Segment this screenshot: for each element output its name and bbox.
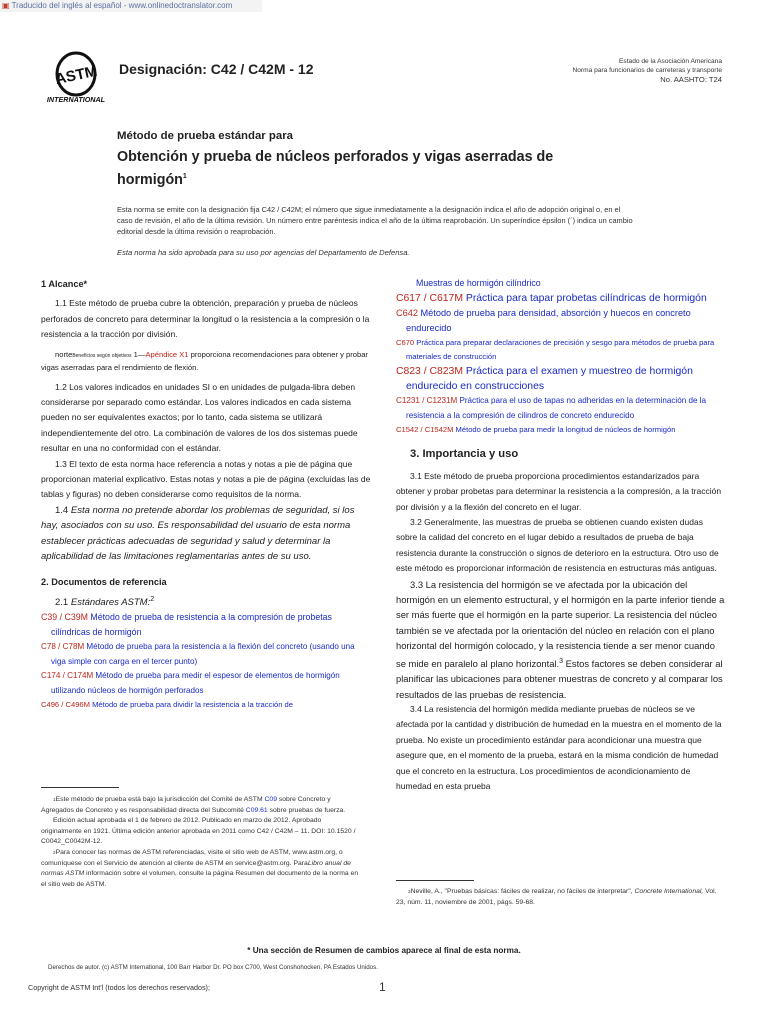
reference-code[interactable]: C78 / C78M xyxy=(41,642,85,652)
page-title xyxy=(117,148,637,190)
reference-code[interactable]: C642 xyxy=(396,308,418,318)
approval-notice: Esta norma ha sido aprobada para su uso por agencias del Departamento de Defensa. xyxy=(117,248,410,257)
reference-c670[interactable] xyxy=(396,336,726,364)
subcommittee-c09-61-link[interactable]: C09.61 xyxy=(245,806,268,814)
svg-text:ASTM: ASTM xyxy=(53,62,99,89)
reference-title[interactable]: Muestras de hormigón cilíndrico xyxy=(416,278,541,288)
footnote-3-text-b: Vol. 23, núm. 11, noviembre de 2001, págs. 59-68. xyxy=(396,888,717,906)
footnote-1-text-a: Este método de prueba está bajo la jurisdicción del Comité de ASTM xyxy=(55,796,265,803)
association-block xyxy=(572,57,722,84)
footnote-1-text-c: sobre pruebas de fuerza. xyxy=(267,806,346,814)
reference-title[interactable]: Método de prueba para medir el espesor de elementos de hormigón utilizando núcleos de hormigón perforados xyxy=(51,671,340,695)
reference-code[interactable]: C496 / C496M xyxy=(41,700,90,710)
astm-references-left xyxy=(41,610,371,712)
reference-c174[interactable] xyxy=(41,669,371,698)
title-line2: hormigón xyxy=(117,171,183,188)
paragraph-3-1: 3.1 Este método de prueba proporciona procedimientos estandarizados para obtener y probar probetas para determinar la resistencia a la compresión, a la tracción por división y a la flexión del concreto en el lugar. xyxy=(396,470,722,512)
note-small-text: Beneficios según objetivos xyxy=(72,352,132,359)
footnote-3-italic: Concrete International, xyxy=(634,888,704,895)
reference-code[interactable]: C670 xyxy=(396,338,415,347)
reference-title[interactable]: Práctica para el uso de tapas no adheridas en la determinación de la resistencia a la compresión de cilindros de concreto endurecido xyxy=(406,396,707,420)
appendix-x1-link[interactable]: Apéndice X1 xyxy=(145,349,189,359)
right-column xyxy=(396,276,726,794)
note-label: norte xyxy=(55,349,73,359)
footnote-divider-right xyxy=(396,880,474,881)
association-line1: Estado de la Asociación Americana xyxy=(619,58,722,65)
paragraph-3-3-text-b: Estos factores se deben considerar al planificar las ubicaciones para obtener muestras de concreto y al comparar los resultados de las pruebas de resistencia. xyxy=(396,657,723,700)
aashto-number: No. AASHTO: T24 xyxy=(660,75,722,84)
paragraph-3-4: 3.4 La resistencia del hormigón medida mediante pruebas de núcleos se ve afectada por la cantidad y distribución de humedad en la muestra en el momento de la prueba. No existe un procedimiento estándar para acondicionar una muestra que asegure que, en el momento de la prueba, estará en la misma condición de humedad que el concreto en la estructura. Los procedimientos de acondicionamiento de humedad en esta prueba xyxy=(396,704,722,792)
reference-c642[interactable] xyxy=(396,306,726,336)
reference-code[interactable]: C39 / C39M xyxy=(41,612,88,623)
association-line2: Norma para funcionarios de carreteras y transporte xyxy=(572,67,722,74)
footnote-3 xyxy=(396,887,726,908)
reference-title[interactable]: Método de prueba para la resistencia a la flexión del concreto (usando una viga simple con carga en el tercer punto) xyxy=(51,642,355,666)
reference-code[interactable]: C1542 / C1542M xyxy=(396,425,454,435)
reference-title[interactable]: Práctica para el examen y muestreo de hormigón endurecido en construcciones xyxy=(406,366,693,393)
footnote-2-text-a: Para conocer las normas de ASTM referenciadas, visite el sitio web de ASTM, www.astm.org, o comuníquese con el Servicio de atención al cliente de ASTM en service@astm.org. Para xyxy=(41,848,343,867)
svg-text:INTERNATIONAL: INTERNATIONAL xyxy=(46,95,106,104)
subsection-2-1-number: 2.1 xyxy=(55,597,71,609)
section-3-heading: 3. Importancia y uso xyxy=(410,448,519,461)
paragraph-1-1: 1.1 Este método de prueba cubre la obtención, preparación y prueba de núcleos perforados de concreto para determinar la longitud o la resistencia a la compresión o la resistencia a la tracción por división. xyxy=(41,298,370,340)
reference-title[interactable]: Método de prueba para densidad, absorción y huecos en concreto endurecido xyxy=(406,308,691,333)
copyright-line: Copyright de ASTM Int'l (todos los derechos reservados); xyxy=(28,983,210,992)
copyright-notice: Derechos de autor. (c) ASTM International, 100 Barr Harbor Dr. PO box C700, West Conshohocken, PA Estados Unidos. xyxy=(48,964,378,971)
reference-c1542[interactable] xyxy=(396,423,726,437)
page-number: 1 xyxy=(379,980,386,994)
footnote-1-edition: Edición actual aprobada el 1 de febrero de 2012. Publicado en marzo de 2012. Aprobado originalmente en 1921. Última edición anterior aprobada en 2011 como C42 / C42M – 11. DOI: 10.1520 / C0042_C0042M-12. xyxy=(41,817,356,846)
reference-code[interactable]: C617 / C617M xyxy=(396,293,463,304)
footnote-2-marker: 2 xyxy=(53,849,56,855)
reference-c496[interactable] xyxy=(41,698,371,712)
paragraph-1-4-number: 1.4 xyxy=(55,504,71,516)
paragraph-1-4 xyxy=(41,503,371,565)
reference-c823[interactable] xyxy=(396,364,726,394)
title-line1: Obtención y prueba de núcleos perforados y vigas aserradas de xyxy=(117,149,554,165)
paragraph-3-3 xyxy=(396,577,726,702)
subsection-2-1 xyxy=(41,592,371,611)
summary-of-changes-notice: * Una sección de Resumen de cambios aparece al final de esta norma. xyxy=(247,946,521,955)
paragraph-3-3-text-a: 3.3 La resistencia del hormigón se ve afectada por la ubicación del hormigón en un elemento estructural, y el hormigón en la parte inferior tiende a ser más fuerte que el hormigón en la parte superior. La resistencia del núcleo también se ve afectada por la orientación del núcleo en relación con el plano horizontal del hormigón colocado, y la resistencia tiende a ser menor cuando se mide en paralelo al plano horizontal. xyxy=(396,578,725,669)
footnote-3-marker: 3 xyxy=(408,889,411,894)
committee-c09-link[interactable]: C09 xyxy=(264,796,277,803)
paragraph-1-3: 1.3 El texto de esta norma hace referencia a notas y notas a pie de página que proporcionan material explicativo. Estas notas y notas a pie de página (excluidas las de tablas y figuras) no deben considerarse como requisitos de la norma. xyxy=(41,458,371,500)
footnote-2-marker: 2 xyxy=(150,595,155,603)
footnotes-left xyxy=(41,795,361,890)
footnote-2-italic: Libro anual de normas ASTM xyxy=(41,859,351,878)
subsection-2-1-title: Estándares ASTM: xyxy=(70,597,151,609)
footnote-divider xyxy=(41,787,119,788)
document-icon: ▣ xyxy=(2,1,10,10)
footnote-2 xyxy=(41,848,361,890)
reference-title[interactable]: Método de prueba para dividir la resistencia a la tracción de xyxy=(89,700,294,710)
note-number: 1— xyxy=(131,349,146,359)
paragraph-3-2: 3.2 Generalmente, las muestras de prueba se obtienen cuando existen dudas sobre la calidad del concreto en el lugar debido a resultados de prueba de baja resistencia durante la construcción o signos de deterioro en la estructura. Otro uso de este método es proporcionar información de resistencia en estructuras más antiguas. xyxy=(396,517,719,574)
footnote-3-text-a: Neville, A., "Pruebas básicas: fáciles de realizar, no fáciles de interpretar", xyxy=(410,888,635,895)
section-2-heading: 2. Documentos de referencia xyxy=(41,576,167,587)
reference-title[interactable]: Método de prueba de resistencia a la compresión de probetas cilíndricas de hormigón xyxy=(51,612,332,638)
reference-c39[interactable] xyxy=(41,610,371,640)
intro-paragraph: Esta norma se emite con la designación fija C42 / C42M; el número que sigue inmediatamente a la designación indica el año de adopción original o, en el caso de revisión, el año de la última revisión. Un número entre paréntesis indica el año de la última reaprobación. Un superíndice épsilon (´) indica un cambio editorial desde la última revisión o reaprobación. xyxy=(117,205,633,236)
reference-c496-continuation[interactable] xyxy=(396,276,726,291)
translator-banner[interactable] xyxy=(0,0,262,12)
paragraph-1-2: 1.2 Los valores indicados en unidades SI o en unidades de pulgada-libra deben considerarse por separado como estándar. Los valores indicados en cada sistema pueden no ser equivalentes exactos; por lo tanto, cada sistema se utilizará independientemente del otro. La combinación de valores de los dos sistemas puede resultar en una no conformidad con el estándar. xyxy=(41,381,358,454)
footnote-1-text-b: sobre Concreto y Agregados de Concreto y es responsabilidad directa del Subcomité xyxy=(41,796,331,814)
footnote-3-marker: 3 xyxy=(559,657,564,665)
section-1-heading: 1 Alcance* xyxy=(41,279,88,289)
subtitle: Método de prueba estándar para xyxy=(117,130,293,142)
translator-banner-text[interactable]: Traducido del inglés al español - www.onlinedoctranslator.com xyxy=(11,1,233,10)
footnote-1-marker: 1 xyxy=(53,797,56,802)
astm-logo xyxy=(44,50,108,108)
left-column xyxy=(41,277,371,712)
footnotes-right xyxy=(396,887,726,908)
reference-code[interactable]: C823 / C823M xyxy=(396,366,463,378)
reference-title[interactable]: Práctica para preparar declaraciones de precisión y sesgo para métodos de prueba para materiales de construcción xyxy=(406,338,715,362)
reference-c617[interactable] xyxy=(396,291,726,306)
footnote-2-text-b: información sobre el volumen, consulte la página Resumen del documento de la norma en el sitio web de ASTM. xyxy=(41,870,359,888)
reference-title[interactable]: Método de prueba para medir la longitud de núcleos de hormigón xyxy=(453,425,676,435)
note-1 xyxy=(41,349,371,374)
reference-c1231[interactable] xyxy=(396,394,726,423)
designation: Designación: C42 / C42M - 12 xyxy=(119,61,314,77)
title-footnote-marker: 1 xyxy=(182,173,187,180)
reference-code[interactable]: C174 / C174M xyxy=(41,671,94,681)
reference-code[interactable]: C1231 / C1231M xyxy=(396,396,458,406)
reference-title[interactable]: Práctica para tapar probetas cilíndricas de hormigón xyxy=(463,293,707,304)
reference-c78[interactable] xyxy=(41,640,371,669)
footnote-1 xyxy=(41,795,361,816)
paragraph-1-4-text: Esta norma no pretende abordar los problemas de seguridad, si los hay, asociados con su uso. Es responsabilidad del usuario de esta norma establecer prácticas adecuadas de seguridad y salud y determinar la aplicabilidad de las limitaciones reglamentarias antes de su uso. xyxy=(41,504,355,563)
note-text: proporciona recomendaciones para obtener y probar vigas aserradas para el rendimiento de flexión. xyxy=(41,349,368,373)
